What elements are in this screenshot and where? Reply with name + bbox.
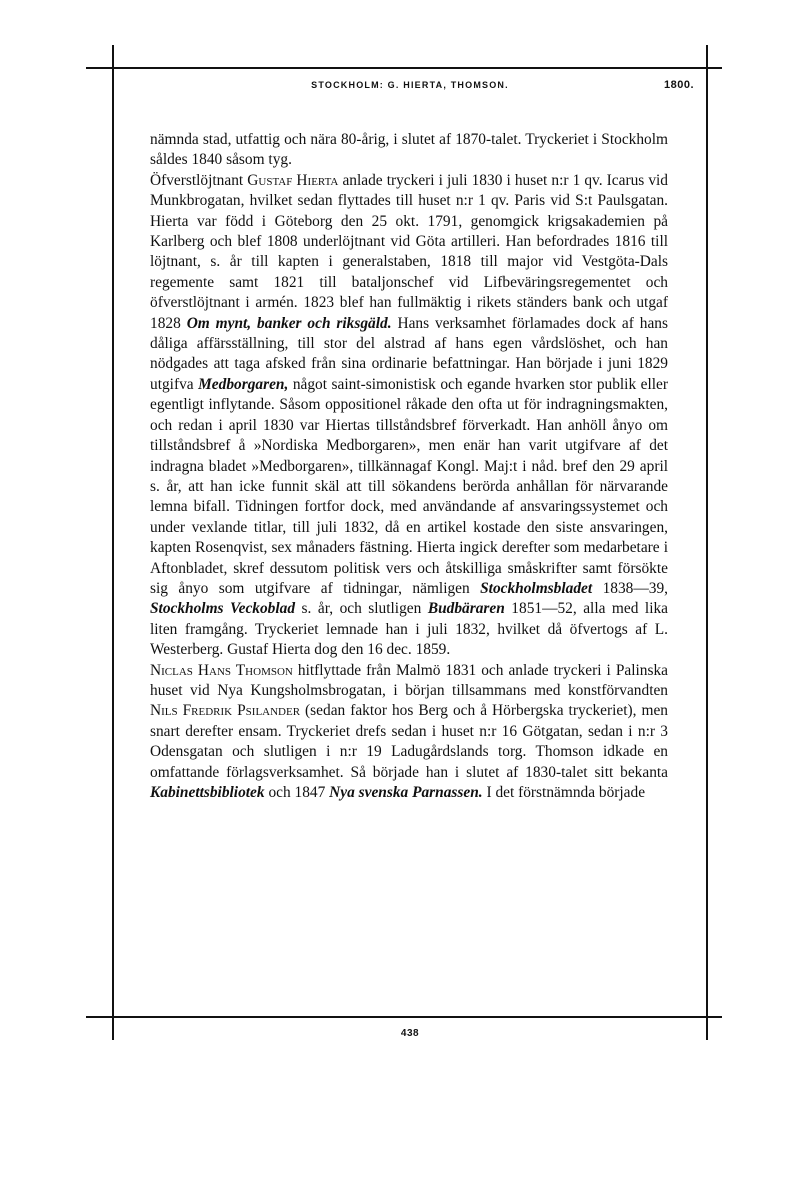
paragraph-3 <box>150 661 668 804</box>
p3-text-c: och 1847 <box>264 784 330 801</box>
person-name-niclas-hans-thomson: Niclas Hans Thomson <box>150 661 293 679</box>
p2-text-f: 1851—52, alla med lika liten framgång. Tryckeriet lemnade han i juli 1832, hvilket då öfvertogs af L. Westerberg. Gustaf Hierta dog den 16 dec. 1859. <box>150 600 669 659</box>
p2-text-d: 1838—39, <box>592 579 668 597</box>
paragraph-2 <box>150 171 668 661</box>
top-horizontal-rule <box>86 67 722 69</box>
left-vertical-rule <box>112 45 114 1040</box>
running-year: 1800. <box>663 79 694 91</box>
page-body <box>150 130 668 803</box>
p3-text-a: hitflyttade från Malmö 1831 och anlade tryckeri i Palinska huset vid Nya Kungsholmsbrogatan, i början tillsammans med konstförvandten <box>150 661 668 699</box>
paragraph-1: nämnda stad, utfattig och nära 80-årig, i slutet af 1870-talet. Tryckeriet i Stockholm såldes 1840 såsom tyg. <box>150 131 668 169</box>
work-title-budbararen: Budbäraren <box>427 600 505 618</box>
running-title: STOCKHOLM: G. HIERTA, THOMSON. <box>311 80 509 90</box>
bottom-horizontal-rule <box>86 1016 722 1018</box>
work-title-stockholmsbladet: Stockholmsbladet <box>480 579 593 597</box>
p3-text-d: I det förstnämnda började <box>482 784 646 801</box>
work-title-stockholms-veckoblad: Stockholms Veckoblad <box>150 600 296 618</box>
p2-text-e: s. år, och slutligen <box>295 600 428 618</box>
right-vertical-rule <box>706 45 708 1040</box>
running-head <box>114 80 706 96</box>
p2-pre: Öfverstlöjtnant <box>150 171 248 189</box>
p2-text-b: Hans verksamhet förlamades dock af hans dåliga affärsställning, till stor del alstrad af hans egen vårdslöshet, och han nödgades att taga afsked från sina ordinarie befattningar. Han började i juni 1829 utgifva <box>150 314 668 393</box>
work-title-nya-svenska-parnassen: Nya svenska Parnassen. <box>329 784 483 801</box>
p3-text-b: (sedan faktor hos Berg och å Hörbergska tryckeriet), men snart derefter ensam. Tryckeriet drefs sedan i huset n:r 16 Götgatan, sedan i n:r 3 Odensgatan och slutligen i n:r 19 Ladugårdslands torg. Thomson idkade en omfattande förlagsverksamhet. Så började han i slutet af 1830-talet sitt bekanta <box>150 702 668 781</box>
work-title-kabinettsbibliotek: Kabinettsbibliotek <box>150 784 265 801</box>
work-title-om-mynt: Om mynt, banker och riksgäld. <box>186 314 392 332</box>
page-number: 438 <box>400 1028 420 1039</box>
work-title-medborgaren: Medborgaren, <box>198 375 289 393</box>
person-name-gustaf-hierta: Gustaf Hierta <box>247 171 339 189</box>
p2-text-a: anlade tryckeri i juli 1830 i huset n:r 1 qv. Icarus vid Munkbrogatan, hvilket sedan flyttades till huset n:r 1 qv. Paris vid S:t Paulsgatan. Hierta var född i Göteborg den 25 okt. 1791, genomgick krigsakademien på Karlberg och blef 1808 underlöjtnant vid Göta artilleri. Han befordrades 1816 till löjtnant, s. år till kapten i generalstaben, 1818 till major vid Vestgöta-Dals regemente samt 1821 till bataljonschef vid Lifbeväringsregementet och öfverstlöjtnant i armén. 1823 blef han fullmäktig i rikets ständers bank och utgaf 1828 <box>150 171 669 332</box>
p2-text-c: något saint-simonistisk och egande hvarken stor publik eller egentligt inflytande. Såsom oppositionel råkade den ofta ut för indragningsmakten, och redan i april 1830 var Hiertas tillståndsbref förverkadt. Han anhöll ånyo om tillståndsbref å »Nordiska Medborgaren», men enär han varit utgifvare af det indragna bladet »Medborgaren», tillkännagaf Kongl. Maj:t i nåd. bref den 29 april s. år, att han icke funnit skäl att till sökandens berörda anhållan för närvarande lemna bifall. Tidningen fortfor dock, med användande af ansvaringssystemet och under vexlande titlar, till juli 1832, då en artikel kostade den siste ansvaringen, kapten Rosenqvist, sex månaders fästning. Hierta ingick derefter som medarbetare i Aftonbladet, skref dessutom politisk vers och åtskilliga småskrifter samt försökte sig ånyo som utgifvare af tidningar, nämligen <box>150 375 668 597</box>
person-name-nils-fredrik-psilander: Nils Fredrik Psilander <box>150 702 301 720</box>
